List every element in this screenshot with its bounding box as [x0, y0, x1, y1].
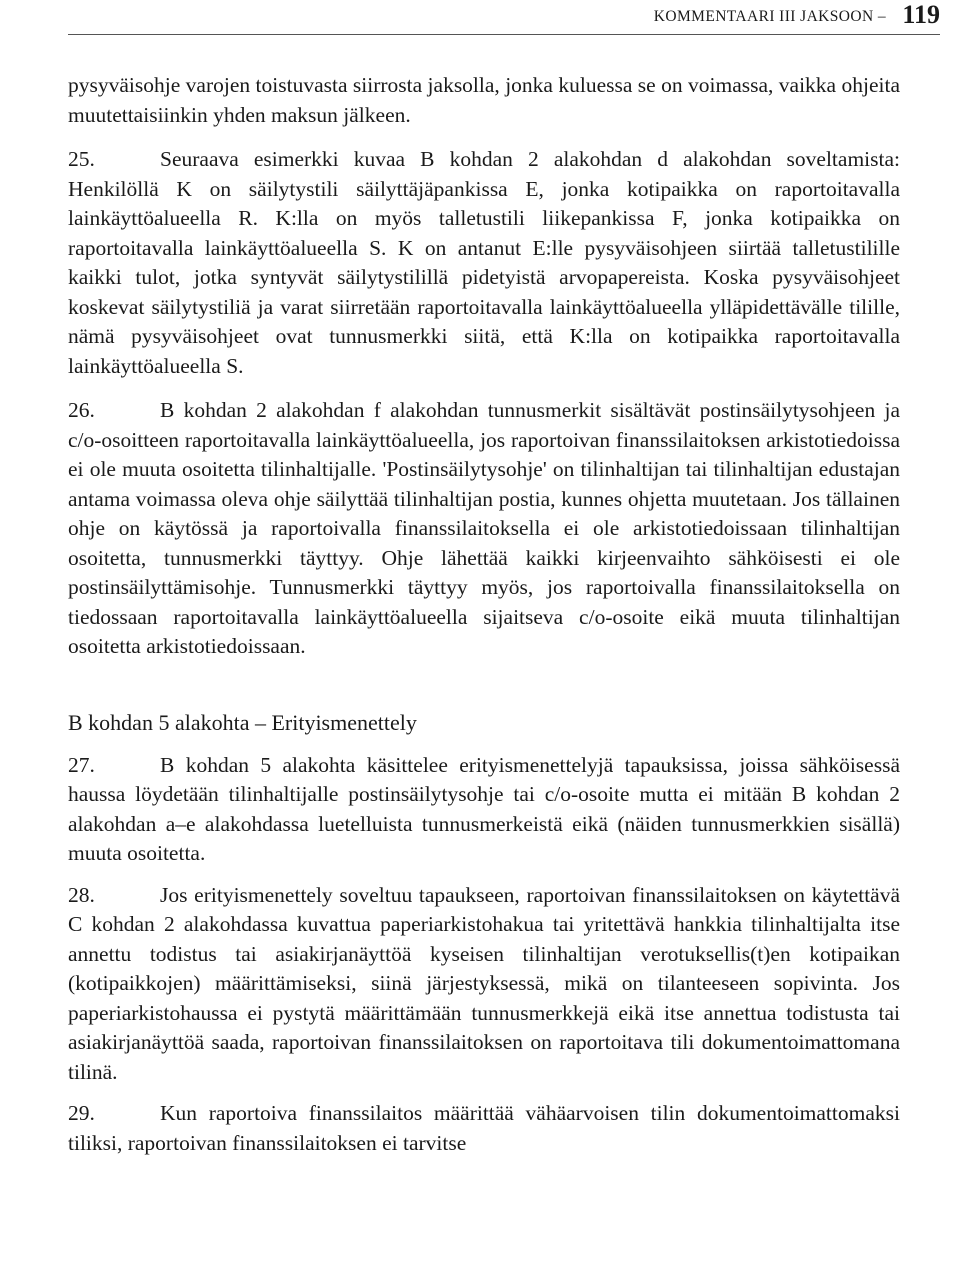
paragraph-text: pysyväisohje varojen toistuvasta siirrosta jaksolla, jonka kuluessa se on voimassa, vaikka ohjeita muutettaisiinkin yhden maksun jälkeen.: [68, 73, 900, 127]
section-heading: B kohdan 5 alakohta – Erityismenettely: [68, 709, 417, 735]
paragraph-28: [68, 881, 900, 1088]
page-number: 119: [902, 0, 940, 29]
paragraph-27: [68, 751, 900, 869]
paragraph-number: 28.: [68, 882, 95, 907]
paragraph-continuation: [68, 71, 900, 130]
paragraph-number: 27.: [68, 752, 95, 777]
paragraph-text: Seuraava esimerkki kuvaa B kohdan 2 alakohdan d alakohdan soveltamista: Henkilöllä K on säilytystili säilyttäjäpankissa E, jonka kotipaikka on raportoitavalla lainkäyttöalueella R. K:lla on myös talletustili liikepankissa F, jonka kotipaikka on raportoitavalla lainkäyttöalueella S. K on antanut E:lle pysyväisohjeen siirtää talletustilille kaikki tulot, jotka syntyvät säilytystilillä pidetyistä arvopapereista. Koska pysyväisohjeet koskevat säilytystiliä ja varat siirretään raportoitavalla lainkäyttöalueella ylläpidettävälle tilille, nämä pysyväisohjeet ovat tunnusmerkki siitä, että K:lla on kotipaikka raportoitavalla lainkäyttöalueella S.: [68, 147, 900, 378]
document-body: [68, 71, 900, 1158]
paragraph-text: B kohdan 5 alakohta käsittelee erityismenettelyjä tapauksissa, joissa sähköisessä haussa löydetään tilinhaltijalle postinsäilytysohje tai c/o-osoite mutta ei mitään B kohdan 2 alakohdan a–e alakohdassa luetelluista tunnusmerkeistä eikä (näiden tunnusmerkkien sisällä) muuta osoitetta.: [68, 752, 900, 865]
paragraph-26: [68, 396, 900, 662]
paragraph-text: Kun raportoiva finanssilaitos määrittää vähäarvoisen tilin dokumentoimattomaksi tiliksi, raportoivan finanssilaitoksen ei tarvitse: [68, 1101, 900, 1155]
paragraph-number: 29.: [68, 1101, 95, 1125]
paragraph-text: Jos erityismenettely soveltuu tapaukseen, raportoivan finanssilaitoksen on käytettävä C kohdan 2 alakohdassa kuvattua paperiarkistohakua tai yritettävä hankkia tilinhaltijalta itse annettu todistus tai asiakirjanäyttöä kyseisen tilinhaltijan verotuksellis(t)en kotipaikan (kotipaikkojen) määrittämiseksi, siinä järjestyksessä, mikä on tilanteeseen sopivinta. Jos paperiarkistohaussa ei pystytä määrittämään tunnusmerkkejä eikä itse annettua todistusta tai asiakirjanäyttöä saada, raportoivan finanssilaitoksen on raportoitava tili dokumentoimattomana tilinä.: [68, 882, 900, 1084]
paragraph-number: 25.: [68, 147, 95, 171]
paragraph-number: 26.: [68, 398, 95, 422]
paragraph-text: B kohdan 2 alakohdan f alakohdan tunnusmerkit sisältävät postinsäilytysohjeen ja c/o-osoitteen raportoitavalla lainkäyttöalueella, jos raportoivan finanssilaitoksen arkistotiedoissa ei ole muuta osoitetta tilinhaltijalle. 'Postinsäilytysohje' on tilinhaltijan tai tilinhaltijan edustajan antama voimassa oleva ohje säilyttää tilinhaltijan postia, kunnes ohjetta muutetaan. Jos tällainen ohje on käytössä ja raportoivalla finanssilaitoksella ei ole arkistotiedoissaan tilinhaltijan osoitetta, tunnusmerkki täyttyy. Ohje lähettää kaikki kirjeenvaihto sähköisesti ei ole postinsäilyttämisohje. Tunnusmerkki täyttyy myös, jos raportoivalla finanssilaitoksella on tiedossaan raportoitavalla lainkäyttöalueella sijaitseva c/o-osoite eikä muuta tilinhaltijan osoitetta arkistotiedoissaan.: [68, 398, 900, 658]
paragraph-29: [68, 1099, 900, 1158]
page-header: [68, 0, 940, 35]
running-header-title: KOMMENTAARI III JAKSOON –: [653, 8, 886, 25]
paragraph-25: [68, 145, 900, 381]
